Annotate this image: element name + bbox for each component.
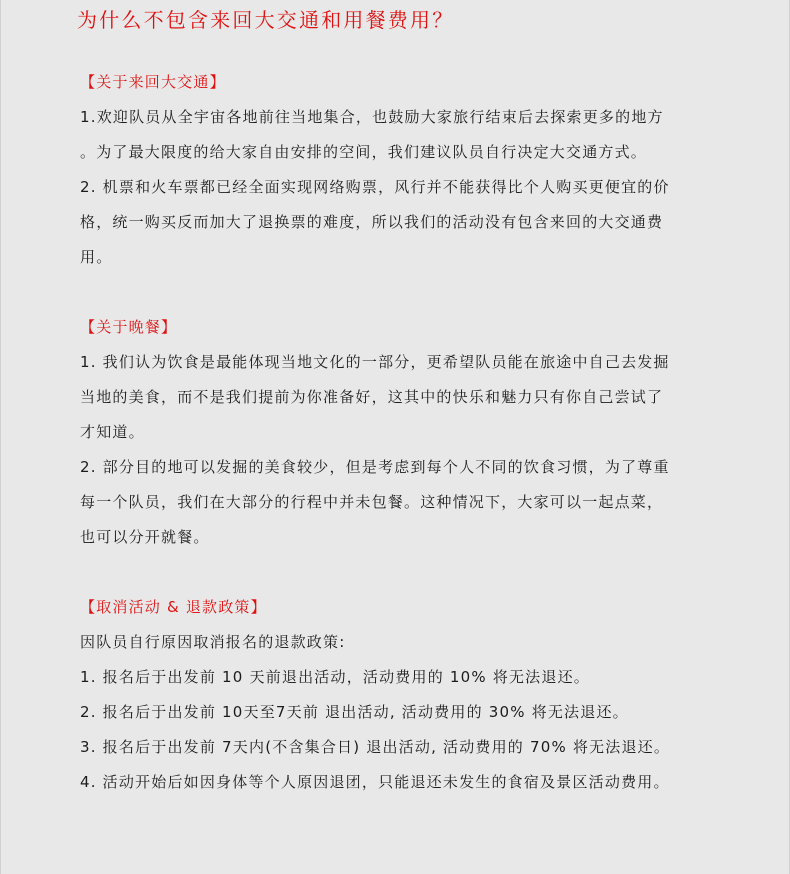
paragraph-line: 4. 活动开始后如因身体等个人原因退团，只能退还未发生的食宿及景区活动费用。	[80, 773, 670, 791]
paragraph-line: 3. 报名后于出发前 7天内(不含集合日) 退出活动, 活动费用的 70% 将无法退还。	[80, 738, 671, 756]
paragraph-line: 用。	[80, 248, 113, 266]
paragraph-line: 2. 报名后于出发前 10天至7天前 退出活动, 活动费用的 30% 将无法退还。	[80, 703, 629, 721]
paragraph-line: 2. 部分目的地可以发掘的美食较少，但是考虑到每个人不同的饮食习惯，为了尊重	[80, 458, 670, 476]
paragraph-line: 1. 我们认为饮食是最能体现当地文化的一部分，更希望队员能在旅途中自己去发掘	[80, 353, 670, 371]
section-transportation	[80, 65, 760, 275]
section-heading: 【关于晚餐】	[80, 318, 178, 336]
paragraph-line: 每一个队员，我们在大部分的行程中并未包餐。这种情况下，大家可以一起点菜，	[80, 493, 664, 511]
paragraph-line: 因队员自行原因取消报名的退款政策:	[80, 633, 346, 651]
paragraph-line: 1. 报名后于出发前 10 天前退出活动，活动费用的 10% 将无法退还。	[80, 668, 590, 686]
paragraph-line: 才知道。	[80, 423, 145, 441]
paragraph-line: 格，统一购买反而加大了退换票的难度，所以我们的活动没有包含来回的大交通费	[80, 213, 664, 231]
section-refund-policy	[80, 590, 760, 800]
section-dinner	[80, 310, 760, 555]
paragraph-line: 2. 机票和火车票都已经全面实现网络购票，风行并不能获得比个人购买更便宜的价	[80, 178, 670, 196]
paragraph-line: 。为了最大限度的给大家自由安排的空间，我们建议队员自行决定大交通方式。	[80, 143, 648, 161]
page-title: 为什么不包含来回大交通和用餐费用？	[77, 8, 455, 32]
paragraph-line: 当地的美食，而不是我们提前为你准备好，这其中的快乐和魅力只有你自己尝试了	[80, 388, 664, 406]
section-heading: 【关于来回大交通】	[80, 73, 226, 91]
paragraph-line: 也可以分开就餐。	[80, 528, 210, 546]
paragraph-line: 1.欢迎队员从全宇宙各地前往当地集合，也鼓励大家旅行结束后去探索更多的地方	[80, 108, 664, 126]
section-heading: 【取消活动 & 退款政策】	[80, 598, 267, 616]
